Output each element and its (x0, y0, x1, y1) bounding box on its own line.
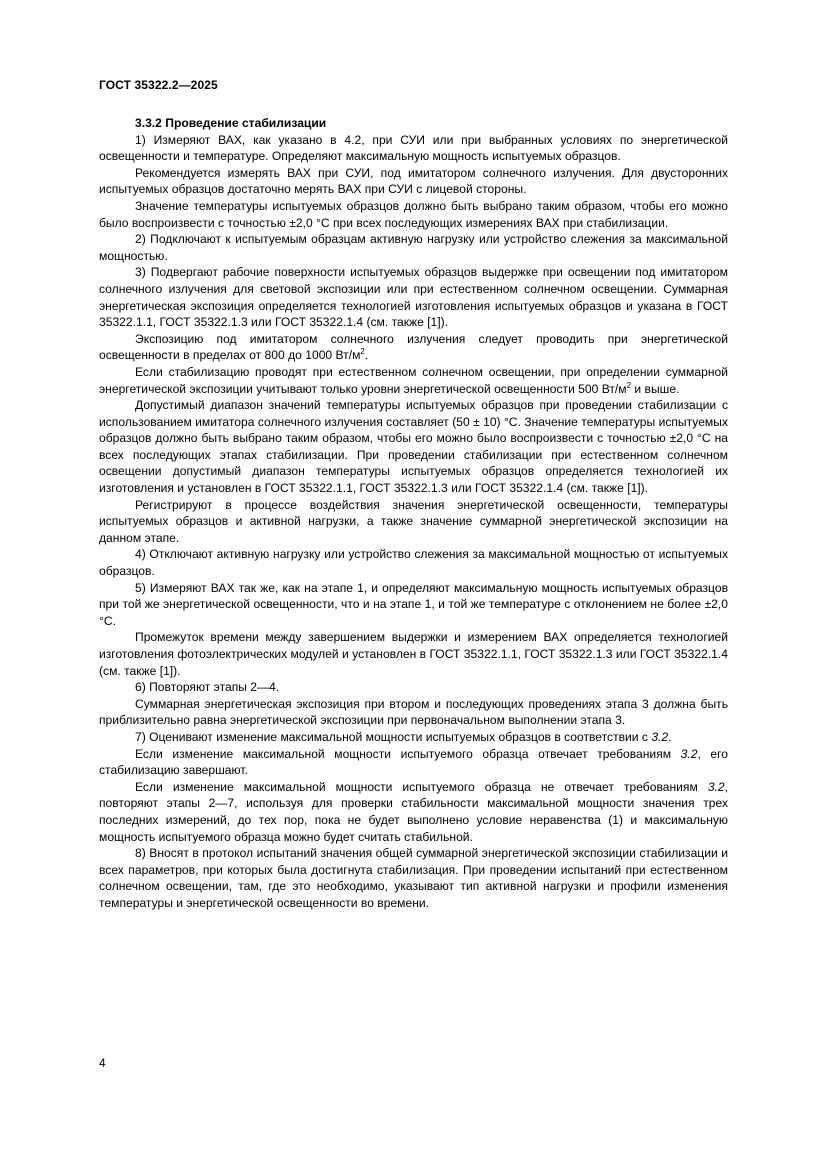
body-paragraph: 1) Измеряют ВАХ, как указано в 4.2, при СУИ или при выбранных условиях по энергетической освещенности и температуре. Определяют максимальную мощность испытуемых образцов. (99, 132, 728, 164)
clause-reference: 3.2 (707, 779, 725, 794)
body-paragraph: Рекомендуется измерять ВАХ при СУИ, под имитатором солнечного излучения. Для двусторонних испытуемых образцов достаточно мерять ВАХ при СУИ с лицевой стороны. (99, 165, 728, 197)
body-paragraph: Экспозицию под имитатором солнечного излучения следует проводить при энергетической освещенности в пределах от 800 до 1000 $Вт/м^2$. (99, 331, 728, 363)
document-code-header: ГОСТ 35322.2—2025 (99, 78, 218, 92)
page-number: 4 (99, 1056, 106, 1070)
body-paragraph: 4) Отключают активную нагрузку или устройство слежения за максимальной мощностью от испытуемых образцов. (99, 547, 728, 579)
superscript: 2 (360, 347, 365, 357)
body-paragraph: 8) Вносят в протокол испытаний значения общей суммарной энергетической экспозиции стабилизации и всех параметров, при которых была достигнута стабилизация. При проведении испытаний при естественном солнечном освещении, там, где это необходимо, указывают тип активной нагрузки и профили изменения температуры и энергетической освещенности во времени. (99, 846, 728, 910)
body-paragraph: 6) Повторяют этапы 2—4. (135, 680, 280, 695)
body-paragraph: Допустимый диапазон значений температуры испытуемых образцов при проведении стабилизации с использованием имитатора солнечного излучения составляет (50 ± 10) °С. Значение температуры испытуемых образцов должно быть выбрано таким образом, чтобы его можно было воспроизвести с точностью ±2,0 °С на всех последующих этапах стабилизации. При проведении стабилизации при естественном солнечном освещении допустимый диапазон температуры испытуемых образцов определяется технологией их изготовления и установлен в ГОСТ 35322.1.1, ГОСТ 35322.1.3 или ГОСТ 35322.1.4 (см. также [1]). (99, 398, 728, 496)
clause-reference: 3.2 (651, 729, 669, 744)
body-paragraph: 3) Подвергают рабочие поверхности испытуемых образцов выдержке при освещении под имитатором солнечного излучения для световой экспозиции или при естественном солнечном освещении. Суммарная энергетическая экспозиция определяется технологией изготовления испытуемых образцов и указана в ГОСТ 35322.1.1, ГОСТ 35322.1.3 или ГОСТ 35322.1.4 (см. также [1]). (99, 265, 728, 330)
body-paragraph: Значение температуры испытуемых образцов должно быть выбрано таким образом, чтобы его можно было воспроизвести с точностью ±2,0 °С при всех последующих измерениях ВАХ при стабилизации. (99, 198, 728, 230)
body-paragraph: Суммарная энергетическая экспозиция при втором и последующих проведениях этапа 3 должна быть приблизительно равна энергетической экспозиции при первоначальном выполнении этапа 3. (99, 696, 728, 728)
document-body (99, 115, 728, 912)
body-paragraph: Промежуток времени между завершением выдержки и измерением ВАХ определяется технологией изготовления фотоэлектрических модулей и установлен в ГОСТ 35322.1.1, ГОСТ 35322.1.3 или ГОСТ 35322.1.4 (см. также [1]). (99, 630, 728, 678)
body-paragraph: Если стабилизацию проводят при естественном солнечном освещении, при определении суммарной энергетической экспозиции учитывают только уровни энергетической освещенности 500 $Вт/м^2$ и выше. (99, 364, 728, 396)
paragraph-list (99, 132, 728, 912)
body-paragraph: Если изменение максимальной мощности испытуемого образца не отвечает требованиям 3.2, повторяют этапы 2—7, используя для проверки стабильности максимальной мощности значения трех последних измерений, до тех пор, пока не будет выполнено условие неравенства (1) и максимальную мощность испытуемого образца можно будет считать стабильной. (99, 779, 728, 844)
superscript: 2 (626, 380, 632, 390)
clause-reference: 3.2 (680, 746, 698, 761)
body-paragraph: 5) Измеряют ВАХ так же, как на этапе 1, и определяют максимальную мощность испытуемых образцов при той же энергетической освещенности, что и на этапе 1, и той же температуре с отклонением не более ±2,0 °С. (99, 580, 728, 628)
section-title: 3.3.2 Проведение стабилизации (135, 116, 327, 130)
body-paragraph: Если изменение максимальной мощности испытуемого образца отвечает требованиям 3.2, его стабилизацию завершают. (99, 746, 728, 778)
body-paragraph: 2) Подключают к испытуемым образцам активную нагрузку или устройство слежения за максимальной мощностью. (99, 232, 728, 263)
body-paragraph: 7) Оценивают изменение максимальной мощности испытуемых образцов в соответствии с 3.2. (135, 729, 672, 744)
body-paragraph: Регистрируют в процессе воздействия значения энергетической освещенности, температуры испытуемых образцов и активной нагрузки, а также значение суммарной энергетической экспозиции на данном этапе. (99, 497, 728, 545)
